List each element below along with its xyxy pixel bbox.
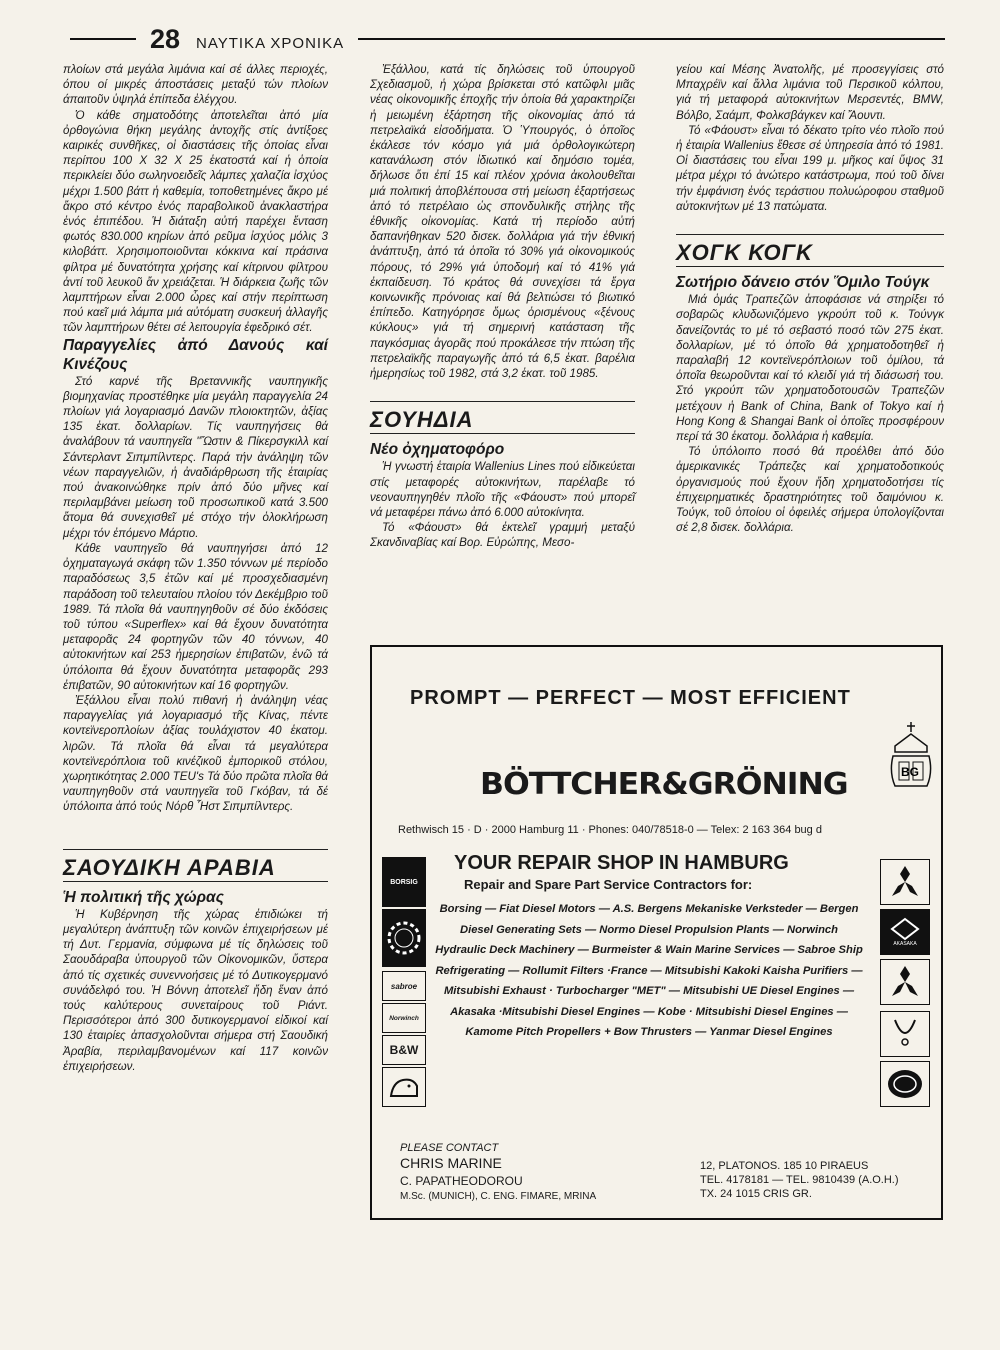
ad-services-list: Borsing — Fiat Diesel Motors — A.S. Bergens Mekaniske Verksteder — Bergen Diesel Generating Sets — Normo Diesel Propulsion Plants — Norwinch Hydraulic Deck Machinery — Burmeister & Wain Marine Services — Sabroe Ship Refrigerating — Rollumit Filters ·France — Mitsubishi Kakoki Kaisha Purifiers — Mitsubishi Exhaust · Turbocharger "MET" — Mitsubishi UE Diesel Engines — Akasaka ·Mitsubishi Diesel Engines — Kobe · Mitsubishi Diesel Engines — Kamome Pitch Propellers + Bow Thrusters — Yanmar Diesel Engines [435,903,863,1038]
paragraph: Στό καρνέ τῆς Βρεταννικῆς ναυπηγικῆς βιομηχανίας προστέθηκε μία μεγάλη παραγγελία 24 πλοίων γιά λογαριασμό Δανῶν πλοιοκτητῶν, ἀξίας 135 ἑκατ. δολλαρίων. Τίς ναυπηγήσεις θά ἀναλάβουν τά ναυπηγεῖα "Ὤστιν & Πίκερσγκιλλ καί Σάντερλαντ Σιπμπίλντερς. Παρά τήν ἀνάληψη τῶν νέων παραγγελιῶν, ἡ ἀναδιάρθρωση τῆς ἑταιρίας πού ἀνακοινώθηκε πρίν ἀπό δύο μῆνες καί περιλαμβάνει μείωση τοῦ προσωπικοῦ κατά 3.500 ἄτομα θά συνεχισθεῖ μέ στόχο τήν ὁλοκλήρωση μέχρι τόν ἐπόμενο Μάρτιο. [63,374,328,540]
subheading: Ἡ πολιτική τῆς χώρας [63,888,224,906]
paragraph: Τό «Φάουστ» εἶναι τό δέκατο τρίτο νέο πλοῖο πού ἡ ἑταιρία Wallenius ἔθεσε σέ ὑπηρεσία ἀπό τό 1981. Οἱ διαστάσεις του εἶναι 199 μ. μῆκος καί ὕψος 31 μέτρα μέχρι τό ἀνώτερο κατάστρωμα, πού τοῦ δίνει τήν ἐμφάνιση ἑνός τεράστιου πολυώροφου σταθμοῦ αὐτοκινήτων μέ 13 πατώματα. [676,123,944,213]
akasaka-logo-text: AKASAKA [893,941,917,947]
borsig-logo [382,857,426,907]
section-heading: ΣΟΥΗΔΙΑ [370,401,635,434]
ad-brand-name: BÖTTCHER&GRÖNING [480,767,848,802]
paragraph: Ἐξάλλου, κατά τίς δηλώσεις τοῦ ὑπουργοῦ Σχεδιασμοῦ, ἡ χώρα βρίσκεται στό κατῶφλι μιᾶς νέας οἰκονομικῆς ἐποχῆς τήν ὁποία θά χαρακτηρίζει ἡ μειωμένη ἐξάρτηση τῆς οἰκονομίας ἀπό τά πετρελαϊκά εἰσοδήματα. Ὁ Ὑπουργός, ὁ ὁποῖος ἐκάλεσε τόν κόσμο γιά μιά ὀρθολογικώτερη κατανάλωση στόν ἰδιωτικό καί δημόσιο τομέα, δήλωσε ὅτι ἐπί 15 καί πλέον χρόνια ἀκολουθεῖται μιά πολιτική ἀποβλέπουσα στή μείωση ἐξαρτήσεως ἀπό τό πετρέλαιο ὡς σπονδυλικῆς στήλης τῆς ἐθνικῆς οἰκονομίας. Κατά τή περίοδο αὐτή δαπανήθηκαν 520 δισεκ. δολλάρια γιά τήν ἐθνική ἀνάπτυξη, ἀπό τά ὁποῖα τό 30% γιά οἰκονομικούς πόρους, τό 29% γιά ὑποδομή καί τό 41% γιά ἐκπαίδευση. Τό κράτος θά συνεχίσει τά ἔργα κοινωνικῆς πρόνοιας καί θά βελτιώσει τό βιωτικό ἐπίπεδο. Κατηγόρησε ὅμως ὁρισμένους «ξένους κύκλους» γιά τή σημερινή κατάσταση τῆς παγκόσμιας ἀγορᾶς πού προκάλεσε τήν πτώση τῆς πετρελαϊκῆς παραγωγῆς ἀπό τά 6,5 ἑκατ. βαρέλια ἡμερησίως τοῦ 1982, στά 3,2 ἑκατ. τοῦ 1985. [370,63,635,381]
bergen-logo-icon [382,909,426,967]
subheading: Νέο ὀχηματοφόρο [370,441,505,459]
gear-icon [385,919,423,957]
norwinch-logo-text: Norwinch [389,1014,419,1022]
borsig-logo-text: BORSIG [390,878,418,886]
paragraph: Τό ὑπόλοιπο ποσό θά προέλθει ἀπό δύο ἀμερικανικές Τράπεζες καί χρηματοδοτικούς ὀργανισμούς πού ἔχουν ἤδη χρηματοδοτήσει τίς ἐπιχειρηματικές δραστηριότητες τοῦ δαιμόνιου κ. Τούγκ, τοῦ ὁποίου οἱ ὀφειλές σήμερα ὑπολογίζονται σέ 2,8 δισεκ. δολλάρια. [676,445,944,535]
paragraph: Μιά ὁμάς Τραπεζῶν ἀποφάσισε νά στηρίξει τό σοβαρῶς κλυδωνιζόμενο γκρούπ τοῦ κ. Τούνγκ δανείζοντάς το μέ τό σεβαστό ποσό τῶν 275 ἑκατ. δολλαρίων, μέ τό ὁποῖο θά χρηματοδοτηθεῖ ἡ παραλαβή 12 κοντεϊνερόπλοιων τοῦ ὁμίλου, τά ὁποῖα θεωροῦνται καί τό κλειδί γιά τή διάσωσή του. Στό γκρούπ τῶν χρηματοδοτουσῶν Τραπεζῶν μετέχουν ἡ Bank of China, Bank of Tokyo καί ἡ Hong Kong & Shangai Bank οἱ ὁποῖες προσφέρουν περί τά 30 ἑκατομ. δολλάρια ἡ καθεμία. [676,293,944,444]
ad-title: YOUR REPAIR SHOP IN HAMBURG [454,852,789,874]
ad-address: Rethwisch 15 · D · 2000 Hamburg 11 · Phones: 040/78518-0 — Telex: 2 163 364 bug d [398,824,822,836]
mitsubishi-logo-icon [880,859,930,905]
sabroe-logo [382,971,426,1001]
advertisement [370,645,943,1220]
polar-bear-icon [387,1072,421,1102]
sabroe-logo-text: sabroe [390,981,418,991]
propeller-icon [887,1016,923,1052]
subheading: Παραγγελίες ἀπό Δανούς καί Κινέζους [63,336,328,373]
column-2 [370,62,635,551]
column-3 [676,62,944,535]
subheading: Σωτήριο δάνειο στόν Ὅμιλο Τούγκ [676,274,930,292]
header-rule-right [358,38,945,40]
paragraph: Ὁ κάθε σηματοδότης ἀποτελεῖται ἀπό μία ὀρθογώνια θήκη μεγάλης ἀντοχῆς στίς ἀντίξοες καιρικές συνθῆκες, οἱ διαστάσεις τῆς ὁποίας εἶναι περίπου 100 Χ 32 Χ 25 ἑκατοστά καί ἡ ὁποία περικλείει δύο σωληνοειδεῖς λάμπες χαλαζία ἰσχύος μέχρι 1.500 βάττ ἡ καθεμία, τοποθετημένες ἄκρο μέ ἄκρο στό κέντρο ἑνός παραβολικοῦ ἀνακλαστήρα ἑνός ἐπιπέδου. Ἡ διάταξη αὐτή παρέχει ἔνταση φωτός 830.000 κηρίων ἀπό ρεῦμα ἰσχύος μόλις 3 κιλοβάττ. Χρησιμοποιοῦνται κόκκινα καί πράσινα φίλτρα μέ δυνατότητα χρήσης καί κίτρινου φίλτρου ἀντί τοῦ λευκοῦ ἄν χρειάζεται. Ἡ διάρκεια ζωῆς τῶν λαμπτήρων εἶναι 2.000 ὧρες καί στήν περίπτωση πού καεῖ μιά λάμπα μιά αὐτόματη συσκευή ἀλλαγῆς τῶν λαμπτήρων θέτει σέ λειτουργία ἐφεδρικό σέτ. [63,108,328,335]
bw-logo-text: B&W [389,1043,419,1057]
contact-address: 12, PLATONOS. 185 10 PIRAEUS [700,1160,869,1172]
mitsubishi-logo-icon-2 [880,959,930,1005]
paragraph: Ἡ γνωστή ἑταιρία Wallenius Lines πού εἰδικεύεται στίς μεταφορές αὐτοκινήτων, παρέλαβε τό νεοναυπηγηθέν πλοῖο τῆς «Φάουστ» πού μπορεῖ νά μεταφέρει πάνω ἀπό 6.000 αὐτοκίνητα. [370,460,635,520]
contact-person: C. PAPATHEODOROU [400,1174,523,1188]
page-number: 28 [150,24,181,54]
mitsubishi-diamonds-icon [886,864,924,900]
kamome-logo-icon [880,1011,930,1057]
section-heading: ΣΑΟΥΔΙΚΗ ΑΡΑΒΙΑ [63,849,328,882]
ad-slogan: PROMPT — PERFECT — MOST EFFICIENT [410,687,851,709]
contact-credentials: M.Sc. (MUNICH), C. ENG. FIMARE, MRINA [400,1191,597,1202]
bg-logo-text: BG [901,765,919,779]
ad-subtitle: Repair and Spare Part Service Contractors for: [464,877,753,892]
contact-company: CHRIS MARINE [400,1155,502,1171]
page-header [70,24,945,54]
contact-telephone: TEL. 4178181 — TEL. 9810439 (A.O.H.) [700,1174,899,1186]
please-contact-label: PLEASE CONTACT [400,1142,499,1154]
akasaka-emblem-icon [890,917,920,941]
paragraph: Ἐξάλλου εἶναι πολύ πιθανή ἡ ἀνάληψη νέας παραγγελίας γιά λογαριασμό τῆς Κίνας, πέντε κοντεϊνεροπλοίων ἀξίας τουλάχιστον 40 ἑκατομ. λιρῶν. Τά πλοῖα θά εἶναι τά μεγαλύτερα κοντεϊνερόπλοια τοῦ κινέζικοῦ ἐμπορικοῦ στόλου, χωρητικότητας 2.000 TEU's Τά δύο πρῶτα πλοῖα θά ναυπηγηθοῦν στά ναυπηγεῖα τοῦ Γκόβαν, τά δέ ὑπόλοιπα ἀπό τούς Νόρθ Ἧστ Σιπμπίλντερς. [63,693,328,814]
publication-name: ΝΑΥΤΙΚΑ ΧΡΟΝΙΚΑ [196,35,345,52]
bw-logo [382,1035,426,1065]
norwinch-logo [382,1003,426,1033]
contact-telex: TX. 24 1015 CRIS GR. [700,1188,812,1200]
paragraph: Ἡ Κυβέρνηση τῆς χώρας ἐπιδιώκει τή μεγαλύτερη ἀνάπτυξη τῶν κοινῶν ἐπιχειρήσεων μέ τή Δυτ. Γερμανία, σύμφωνα μέ τίς δηλώσεις τοῦ Σαουδάραβα ὑπουργοῦ τῶν Οἰκονομικῶν, ὕστερα ἀπό τίς σχετικές συνεννοήσεις μέ τό Δυτικογερμανό συνάδελφό του. Ἡ Βόννη ἀποτελεῖ ἤδη ἕναν ἀπό τούς καλύτερους συνεταίρους τοῦ Ριάντ. Περισσότεροι ἀπό 300 δυτικογερμανοί εἰδικοί καί 130 ἑταιρίες ἀπασχολοῦνται σήμερα στή Σαουδική Ἀραβία, περιλαμβανομένων καί 117 κοινῶν ἐπιχειρήσεων. [63,907,328,1073]
paragraph: Τό «Φάουστ» θά ἐκτελεῖ γραμμή μεταξύ Σκανδιναβίας καί Βορ. Εὐρώπης, Μεσο- [370,521,635,550]
mitsubishi-diamonds-icon [886,964,924,1000]
paragraph: πλοίων στά μεγάλα λιμάνια καί σέ άλλες περιοχές, όπου οί μικρές άποστάσεις μεταξύ τών πλοίων άπαιτοῦν ὑψηλά ἐπίπεδα ἐλέγχου. [63,63,328,107]
paragraph: Κάθε ναυπηγεῖο θά ναυπηγήσει ἀπό 12 ὀχηματαγωγά σκάφη τῶν 1.350 τόννων μέ περίοδο παραδόσεως 3,5 ἐτῶν καί μέ προσχεδιασμένη παράδοση τοῦ τελευταίου πλοίου τόν Δεκέμβριο τοῦ 1989. Τά πλοῖα θά ναυπηγηθοῦν σέ δύο ἐκδόσεις τοῦ τύπου «Superflex» καί θά ἔχουν δυνατότητα μεταφορᾶς 24 φορτηγῶν τῶν 40 τόννων, 40 αὐτοκινήτων καί 253 ἡμερησίων ἐπιβατῶν, ἐνῶ τά ὑπόλοιπα θά ἔχουν δυνατότητα μεταφορᾶς 293 ἐπιβατῶν, 90 αὐτοκινήτων καί 16 φορτηγῶν. [63,541,328,692]
paragraph: γείου καί Μέσης Ἀνατολῆς, μέ προσεγγίσεις στό Μπαχρέϊν καί ἄλλα λιμάνια τοῦ Περσικοῦ κόλπου, γιά τή μεταφορά αὐτοκινήτων Μερσεντές, BMW, Βόλβο, Σαάμπ, Φολκσβάγκεν καί Ἄουντι. [676,63,944,122]
bg-logo-icon [885,722,937,792]
column-1 [63,62,328,1074]
bear-logo-icon [382,1067,426,1107]
header-rule-left [70,38,136,40]
akasaka-logo-icon [880,909,930,955]
yanmar-logo-icon [880,1061,930,1107]
yanmar-emblem-icon [885,1067,925,1101]
section-heading: ΧΟΓΚ ΚΟΓΚ [676,234,944,267]
